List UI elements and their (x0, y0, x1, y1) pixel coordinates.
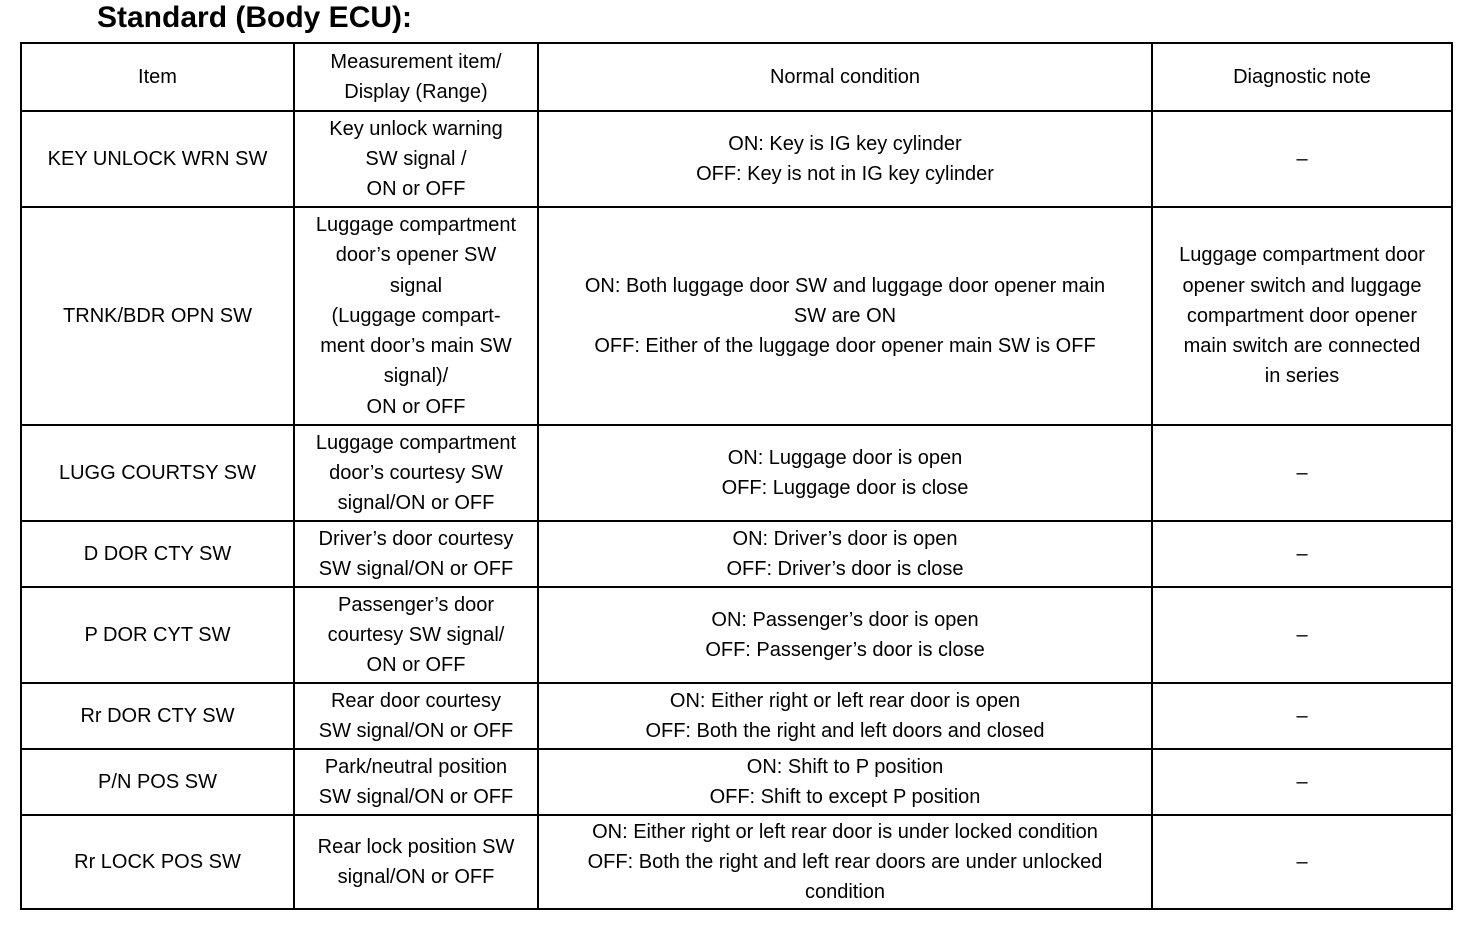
cell-diagnostic-note: – (1152, 111, 1452, 207)
cell-measurement: Park/neutral position SW signal/ON or OFF (294, 749, 538, 815)
cell-diagnostic-note: – (1152, 815, 1452, 909)
cell-normal-condition: ON: Both luggage door SW and luggage door opener main SW are ON OFF: Either of the luggage door opener main SW is OFF (538, 207, 1152, 425)
cell-measurement: Key unlock warning SW signal / ON or OFF (294, 111, 538, 207)
cell-measurement: Driver’s door courtesy SW signal/ON or OFF (294, 521, 538, 587)
cell-item: P/N POS SW (21, 749, 294, 815)
cell-normal-condition: ON: Either right or left rear door is open OFF: Both the right and left doors and closed (538, 683, 1152, 749)
cell-measurement: Luggage compartment door’s opener SW signal (Luggage compart- ment door’s main SW signal)/ ON or OFF (294, 207, 538, 425)
table-row (21, 749, 1452, 815)
cell-normal-condition: ON: Driver’s door is open OFF: Driver’s door is close (538, 521, 1152, 587)
cell-measurement: Passenger’s door courtesy SW signal/ ON or OFF (294, 587, 538, 683)
table-row (21, 425, 1452, 521)
cell-normal-condition: ON: Passenger’s door is open OFF: Passenger’s door is close (538, 587, 1152, 683)
table-row (21, 815, 1452, 909)
cell-measurement: Luggage compartment door’s courtesy SW signal/ON or OFF (294, 425, 538, 521)
cell-item: KEY UNLOCK WRN SW (21, 111, 294, 207)
table-row (21, 587, 1452, 683)
cell-normal-condition: ON: Key is IG key cylinder OFF: Key is not in IG key cylinder (538, 111, 1152, 207)
cell-normal-condition: ON: Luggage door is open OFF: Luggage door is close (538, 425, 1152, 521)
header-normal-condition: Normal condition (538, 43, 1152, 111)
cell-diagnostic-note: Luggage compartment door opener switch and luggage compartment door opener main switch are connected in series (1152, 207, 1452, 425)
cell-item: P DOR CYT SW (21, 587, 294, 683)
cell-normal-condition: ON: Either right or left rear door is under locked condition OFF: Both the right and left rear doors are under unlocked condition (538, 815, 1152, 909)
cell-measurement: Rear door courtesy SW signal/ON or OFF (294, 683, 538, 749)
cell-item: TRNK/BDR OPN SW (21, 207, 294, 425)
cell-diagnostic-note: – (1152, 683, 1452, 749)
cell-diagnostic-note: – (1152, 587, 1452, 683)
header-diagnostic-note: Diagnostic note (1152, 43, 1452, 111)
cell-item: LUGG COURTSY SW (21, 425, 294, 521)
table-row (21, 683, 1452, 749)
table-header-row (21, 43, 1452, 111)
cell-normal-condition: ON: Shift to P position OFF: Shift to except P position (538, 749, 1152, 815)
header-item: Item (21, 43, 294, 111)
cell-diagnostic-note: – (1152, 521, 1452, 587)
cell-item: Rr LOCK POS SW (21, 815, 294, 909)
cell-item: Rr DOR CTY SW (21, 683, 294, 749)
cell-diagnostic-note: – (1152, 749, 1452, 815)
table-row (21, 521, 1452, 587)
header-measurement: Measurement item/ Display (Range) (294, 43, 538, 111)
cell-diagnostic-note: – (1152, 425, 1452, 521)
table-row (21, 207, 1452, 425)
page-title: Standard (Body ECU): (97, 1, 412, 34)
data-table (20, 42, 1453, 910)
cell-item: D DOR CTY SW (21, 521, 294, 587)
cell-measurement: Rear lock position SW signal/ON or OFF (294, 815, 538, 909)
table-row (21, 111, 1452, 207)
